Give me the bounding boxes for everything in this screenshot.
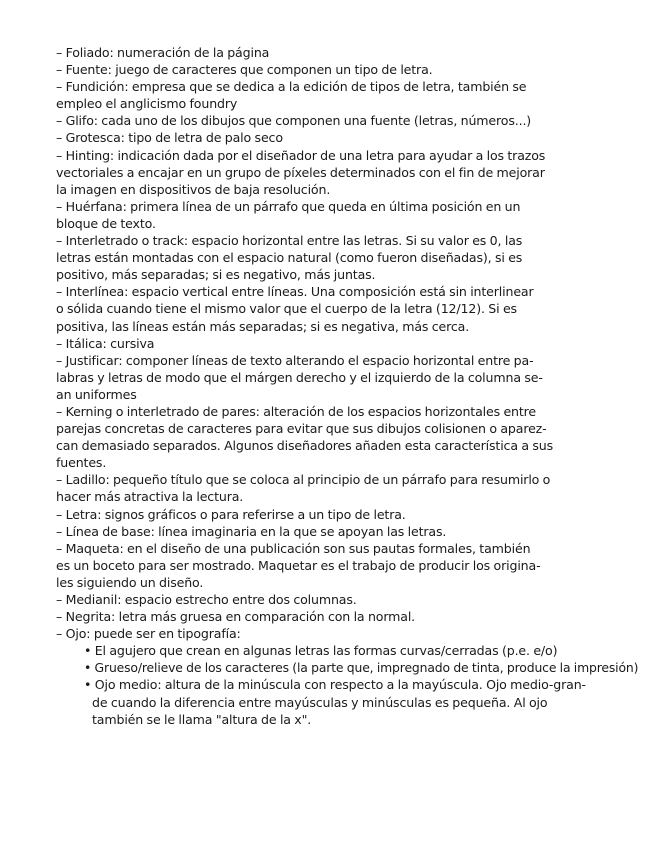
note-line: positivo, más separadas; si es negativo, más juntas. bbox=[56, 267, 376, 283]
note-line: – Negrita: letra más gruesa en comparación con la normal. bbox=[56, 609, 416, 625]
note-line: – Grotesca: tipo de letra de palo seco bbox=[56, 130, 283, 146]
note-line: positiva, las líneas están más separadas; si es negativa, más cerca. bbox=[56, 318, 470, 334]
note-line: – Ladillo: pequeño título que se coloca al principio de un párrafo para resumirlo o bbox=[56, 472, 551, 488]
note-line: – Foliado: numeración de la página bbox=[56, 45, 270, 60]
note-line: letras están montadas con el espacio natural (como fueron diseñadas), si es bbox=[56, 250, 523, 266]
note-line: – Maqueta: en el diseño de una publicación son sus pautas formales, también bbox=[56, 540, 531, 556]
note-line: o sólida cuando tiene el mismo valor que el cuerpo de la letra (12/12). Si es bbox=[56, 301, 517, 317]
note-line: – Glifo: cada uno de los dibujos que componen una fuente (letras, números...) bbox=[56, 113, 532, 129]
bullet-line: • Ojo medio: altura de la minúscula con respecto a la mayúscula. Ojo medio-gran- bbox=[84, 677, 586, 693]
note-line: la imagen en dispositivos de baja resolución. bbox=[56, 181, 331, 197]
note-line: – Huérfana: primera línea de un párrafo que queda en última posición en un bbox=[56, 198, 521, 214]
note-line: – Interlínea: espacio vertical entre líneas. Una composición está sin interlinear bbox=[56, 284, 534, 300]
bullet-continuation-line: de cuando la diferencia entre mayúsculas y minúsculas es pequeña. Al ojo bbox=[92, 694, 548, 710]
note-line: – Ojo: puede ser en tipografía: bbox=[56, 626, 241, 642]
note-line: – Fundición: empresa que se dedica a la edición de tipos de letra, también se bbox=[56, 79, 527, 95]
note-line: can demasiado separados. Algunos diseñadores añaden esta característica a sus bbox=[56, 438, 554, 454]
note-line: – Interletrado o track: espacio horizontal entre las letras. Si su valor es 0, las bbox=[56, 233, 523, 249]
note-line: – Hinting: indicación dada por el diseñador de una letra para ayudar a los trazos bbox=[56, 147, 546, 163]
bullet-continuation-line: también se le llama "altura de la x". bbox=[92, 711, 312, 727]
note-line: – Justificar: componer líneas de texto alterando el espacio horizontal entre pa- bbox=[56, 352, 534, 368]
note-line: – Itálica: cursiva bbox=[56, 335, 155, 351]
note-line: hacer más atractiva la lectura. bbox=[56, 489, 244, 505]
note-line: – Línea de base: línea imaginaria en la que se apoyan las letras. bbox=[56, 523, 447, 539]
note-line: es un boceto para ser mostrado. Maquetar es el trabajo de producir los origina- bbox=[56, 557, 541, 573]
note-line: labras y letras de modo que el márgen derecho y el izquierdo de la columna se- bbox=[56, 369, 543, 385]
note-line: empleo el anglicismo foundry bbox=[56, 96, 238, 112]
bullet-line: • El agujero que crean en algunas letras las formas curvas/cerradas (p.e. e/o) bbox=[84, 643, 558, 659]
note-line: fuentes. bbox=[56, 455, 107, 471]
note-line: bloque de texto. bbox=[56, 215, 156, 231]
note-line: – Medianil: espacio estrecho entre dos columnas. bbox=[56, 592, 357, 607]
bullet-line: • Grueso/relieve de los caracteres (la parte que, impregnado de tinta, produce la impresión) bbox=[84, 660, 639, 676]
glossary-notes bbox=[56, 44, 646, 728]
note-line: les siguiendo un diseño. bbox=[56, 574, 204, 590]
note-line: an uniformes bbox=[56, 386, 137, 402]
note-line: – Kerning o interletrado de pares: alteración de los espacios horizontales entre bbox=[56, 403, 537, 419]
note-line: – Fuente: juego de caracteres que componen un tipo de letra. bbox=[56, 62, 433, 78]
note-line: – Letra: signos gráficos o para referirse a un tipo de letra. bbox=[56, 506, 406, 522]
note-line: vectoriales a encajar en un grupo de píxeles determinados con el fin de mejorar bbox=[56, 164, 545, 180]
note-line: parejas concretas de caracteres para evitar que sus dibujos colisionen o aparez- bbox=[56, 421, 547, 437]
